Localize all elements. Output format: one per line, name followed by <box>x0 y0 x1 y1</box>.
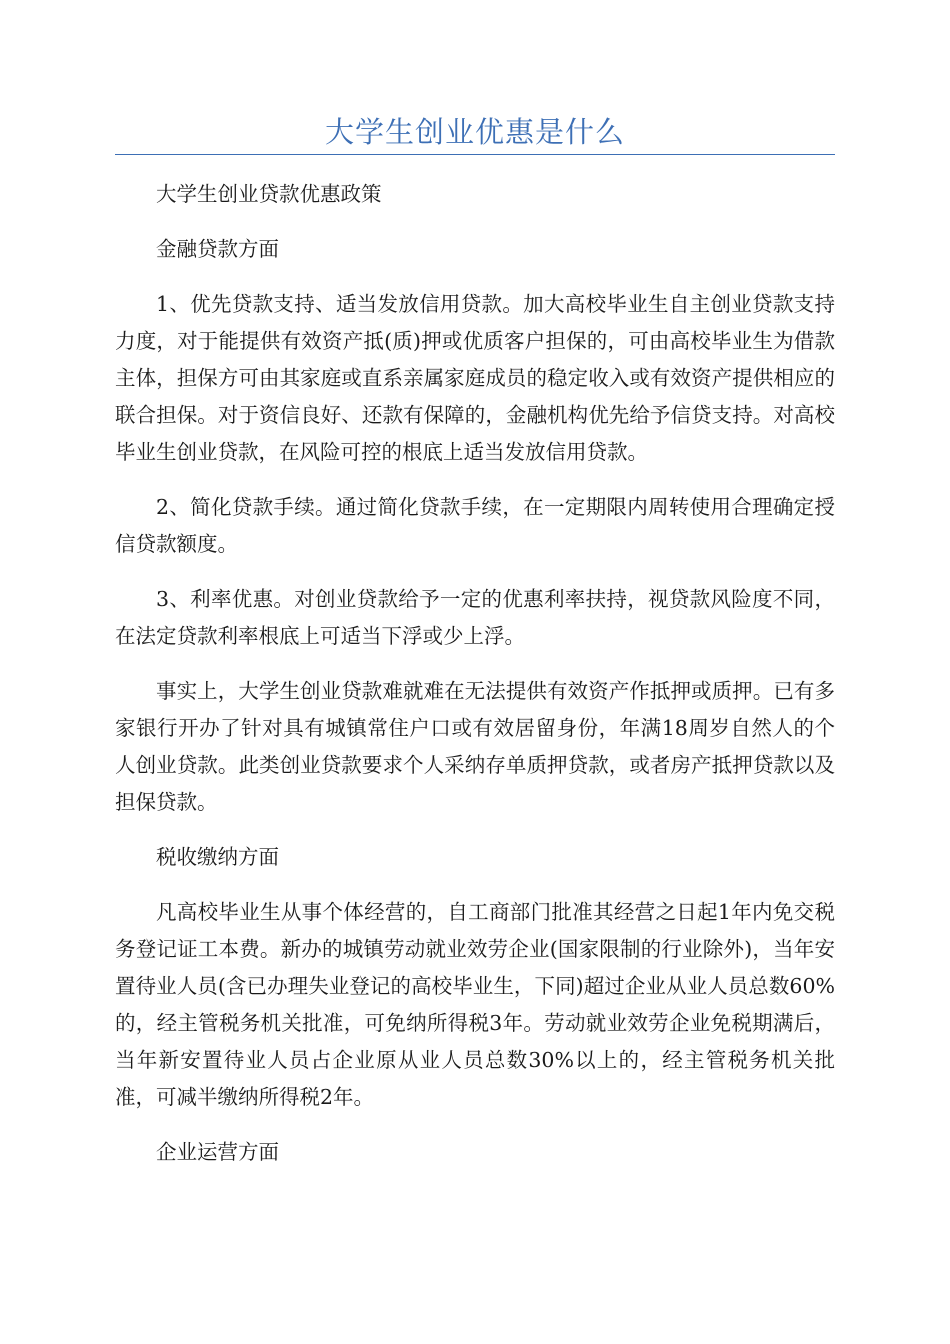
page-title: 大学生创业优惠是什么 <box>324 115 625 149</box>
section-heading-operation: 企业运营方面 <box>156 1140 279 1164</box>
section-heading-policy: 大学生创业贷款优惠政策 <box>156 182 382 206</box>
document-body <box>115 176 835 1189</box>
paragraph-fact: 事实上，大学生创业贷款难就难在无法提供有效资产作抵押或质押。已有多家银行开办了针对具有城镇常住户口或有效居留身份，年满18周岁自然人的个人创业贷款。此类创业贷款要求个人采纳存单质押贷款，或者房产抵押贷款以及担保贷款。 <box>115 679 835 814</box>
paragraph-simplify-procedure: 2、简化贷款手续。通过简化贷款手续，在一定期限内周转使用合理确定授信贷款额度。 <box>115 495 835 556</box>
title-underline <box>115 154 835 155</box>
paragraph-interest-rate: 3、利率优惠。对创业贷款给予一定的优惠利率扶持，视贷款风险度不同，在法定贷款利率根底上可适当下浮或少上浮。 <box>115 587 835 648</box>
paragraph-tax: 凡高校毕业生从事个体经营的，自工商部门批准其经营之日起1年内免交税务登记证工本费。新办的城镇劳动就业效劳企业(国家限制的行业除外)，当年安置待业人员(含已办理失业登记的高校毕业生，下同)超过企业从业人员总数60%的，经主管税务机关批准，可免纳所得税3年。劳动就业效劳企业免税期满后，当年新安置待业人员占企业原从业人员总数30%以上的，经主管税务机关批准，可减半缴纳所得税2年。 <box>115 900 835 1109</box>
section-heading-finance: 金融贷款方面 <box>156 237 279 261</box>
paragraph-priority-loan: 1、优先贷款支持、适当发放信用贷款。加大高校毕业生自主创业贷款支持力度，对于能提供有效资产抵(质)押或优质客户担保的，可由高校毕业生为借款主体，担保方可由其家庭或直系亲属家庭成员的稳定收入或有效资产提供相应的联合担保。对于资信良好、还款有保障的，金融机构优先给予信贷支持。对高校毕业生创业贷款，在风险可控的根底上适当发放信用贷款。 <box>115 292 835 464</box>
section-heading-tax: 税收缴纳方面 <box>156 845 279 869</box>
